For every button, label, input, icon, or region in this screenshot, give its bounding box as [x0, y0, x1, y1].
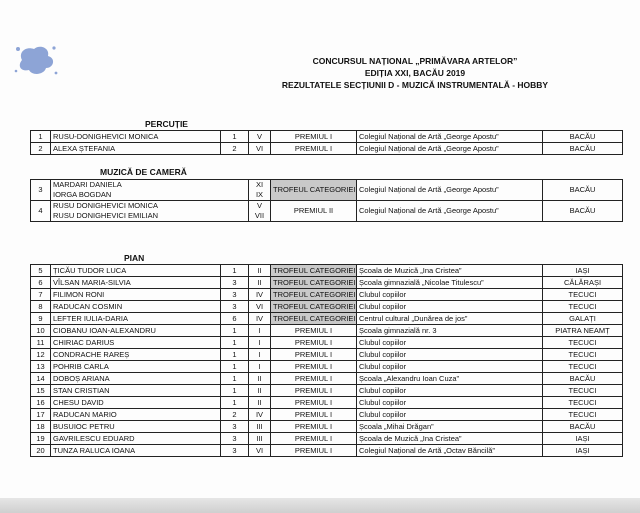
- category-cell: 1: [221, 373, 249, 385]
- category-cell: 6: [221, 313, 249, 325]
- category-cell: 1: [221, 361, 249, 373]
- row-number: 9: [31, 313, 51, 325]
- row-number: 16: [31, 397, 51, 409]
- city-cell: TECUCI: [543, 301, 623, 313]
- city-cell: TECUCI: [543, 361, 623, 373]
- participant-name: GAVRILESCU EDUARD: [51, 433, 221, 445]
- school-cell: Clubul copiilor: [357, 397, 543, 409]
- class-cell: VI: [249, 445, 271, 457]
- class-cell: IV: [249, 409, 271, 421]
- table-pian: [30, 264, 623, 457]
- class-cell: I: [249, 325, 271, 337]
- class-cell: IV: [249, 289, 271, 301]
- participant-name: RUSU DONIGHEVICI EMILIAN: [53, 211, 159, 220]
- prize-cell: PREMIUL I: [271, 349, 357, 361]
- school-cell: Clubul copiilor: [357, 385, 543, 397]
- city-cell: CĂLĂRAȘI: [543, 277, 623, 289]
- participant-name: STAN CRISTIAN: [51, 385, 221, 397]
- category-cell: 1: [221, 349, 249, 361]
- category-cell: 3: [221, 445, 249, 457]
- header-line-3: REZULTATELE SECȚIUNII D - MUZICĂ INSTRUMENTALĂ - HOBBY: [281, 80, 549, 90]
- table-row: [31, 201, 623, 222]
- row-number: 2: [31, 143, 51, 155]
- class-value: V: [256, 201, 262, 210]
- class-cell: III: [249, 421, 271, 433]
- participant-names: [51, 201, 249, 222]
- participant-name: RUSU DONIGHEVICI MONICA: [53, 201, 159, 210]
- table-row: [31, 433, 623, 445]
- row-number: 19: [31, 433, 51, 445]
- participant-name: ALEXA ȘTEFANIA: [51, 143, 221, 155]
- category-cell: 3: [221, 421, 249, 433]
- class-cell: V: [249, 131, 271, 143]
- school-cell: Colegiul Național de Artă „George Apostu”: [357, 201, 543, 222]
- row-number: 10: [31, 325, 51, 337]
- header-line-1: CONCURSUL NAȚIONAL „PRIMĂVARA ARTELOR”: [312, 56, 518, 66]
- participant-name: CONDRACHE RAREȘ: [51, 349, 221, 361]
- class-cell: II: [249, 277, 271, 289]
- participant-name: RUSU-DONIGHEVICI MONICA: [51, 131, 221, 143]
- city-cell: PIATRA NEAMȚ: [543, 325, 623, 337]
- class-cell: II: [249, 265, 271, 277]
- table-row: [31, 325, 623, 337]
- participant-name: CHESU DAVID: [51, 397, 221, 409]
- table-row: [31, 421, 623, 433]
- table-percutie: [30, 130, 623, 155]
- participant-name: BUSUIOC PETRU: [51, 421, 221, 433]
- category-cell: 1: [221, 397, 249, 409]
- row-number: 6: [31, 277, 51, 289]
- table-camera: [30, 179, 623, 222]
- school-cell: Școala gimnazială nr. 3: [357, 325, 543, 337]
- class-value: IX: [255, 190, 264, 199]
- table-row: [31, 397, 623, 409]
- row-number: 8: [31, 301, 51, 313]
- prize-cell: PREMIUL II: [271, 201, 357, 222]
- participant-name: CHIRIAC DARIUS: [51, 337, 221, 349]
- class-cell: III: [249, 433, 271, 445]
- row-number: 1: [31, 131, 51, 143]
- participant-names: [51, 180, 249, 201]
- prize-cell: PREMIUL I: [271, 409, 357, 421]
- school-cell: Colegiul Național de Artă „George Apostu”: [357, 131, 543, 143]
- prize-cell: PREMIUL I: [271, 361, 357, 373]
- table-row: [31, 361, 623, 373]
- city-cell: BACĂU: [543, 201, 623, 222]
- prize-cell: PREMIUL I: [271, 385, 357, 397]
- table-row: [31, 385, 623, 397]
- class-cell: VI: [249, 143, 271, 155]
- class-cell: II: [249, 373, 271, 385]
- school-cell: Școala „Mihai Drăgan”: [357, 421, 543, 433]
- class-cell: VI: [249, 301, 271, 313]
- row-number: 7: [31, 289, 51, 301]
- city-cell: TECUCI: [543, 337, 623, 349]
- school-cell: Centrul cultural „Dunărea de jos”: [357, 313, 543, 325]
- class-cell: [249, 201, 271, 222]
- participant-name: FILIMON RONI: [51, 289, 221, 301]
- table-row: [31, 409, 623, 421]
- prize-cell: PREMIUL I: [271, 337, 357, 349]
- participant-name: RADUCAN MARIO: [51, 409, 221, 421]
- prize-cell: PREMIUL I: [271, 143, 357, 155]
- table-row: [31, 180, 623, 201]
- section-title-pian: PIAN: [124, 253, 145, 263]
- document-header: [280, 55, 550, 91]
- table-row: [31, 445, 623, 457]
- prize-cell: PREMIUL I: [271, 445, 357, 457]
- section-title-camera: MUZICĂ DE CAMERĂ: [100, 167, 187, 177]
- category-cell: 1: [221, 385, 249, 397]
- table-row: [31, 289, 623, 301]
- city-cell: IAȘI: [543, 265, 623, 277]
- table-row: [31, 277, 623, 289]
- participant-name: TUNZA RALUCA IOANA: [51, 445, 221, 457]
- row-number: 4: [31, 201, 51, 222]
- prize-cell: PREMIUL I: [271, 131, 357, 143]
- category-cell: 2: [221, 143, 249, 155]
- row-number: 13: [31, 361, 51, 373]
- prize-cell: TROFEUL CATEGORIEI: [271, 265, 357, 277]
- prize-cell: TROFEUL CATEGORIEI: [271, 277, 357, 289]
- school-cell: Clubul copiilor: [357, 361, 543, 373]
- participant-name: IORGA BOGDAN: [53, 190, 112, 199]
- prize-cell: PREMIUL I: [271, 373, 357, 385]
- class-cell: I: [249, 337, 271, 349]
- prize-cell: PREMIUL I: [271, 397, 357, 409]
- school-cell: Școala „Alexandru Ioan Cuza”: [357, 373, 543, 385]
- table-row: [31, 131, 623, 143]
- category-cell: 3: [221, 277, 249, 289]
- prize-cell: PREMIUL I: [271, 433, 357, 445]
- participant-name: LEFTER IULIA-DARIA: [51, 313, 221, 325]
- row-number: 3: [31, 180, 51, 201]
- category-cell: 1: [221, 265, 249, 277]
- participant-name: CIOBANU IOAN-ALEXANDRU: [51, 325, 221, 337]
- class-cell: II: [249, 397, 271, 409]
- page-edge: [0, 498, 640, 513]
- participant-name: DOBOȘ ARIANA: [51, 373, 221, 385]
- class-cell: I: [249, 361, 271, 373]
- city-cell: TECUCI: [543, 349, 623, 361]
- category-cell: 2: [221, 409, 249, 421]
- prize-cell: TROFEUL CATEGORIEI: [271, 301, 357, 313]
- city-cell: GALAȚI: [543, 313, 623, 325]
- city-cell: BACĂU: [543, 373, 623, 385]
- city-cell: IAȘI: [543, 433, 623, 445]
- school-cell: Colegiul Național de Artă „George Apostu”: [357, 180, 543, 201]
- school-cell: Colegiul Național de Artă „George Apostu”: [357, 143, 543, 155]
- city-cell: BACĂU: [543, 421, 623, 433]
- prize-cell: PREMIUL I: [271, 421, 357, 433]
- participant-name: ȚICĂU TUDOR LUCA: [51, 265, 221, 277]
- class-value: XI: [255, 180, 264, 189]
- category-cell: 3: [221, 433, 249, 445]
- city-cell: BACĂU: [543, 180, 623, 201]
- participant-name: RADUCAN COSMIN: [51, 301, 221, 313]
- row-number: 18: [31, 421, 51, 433]
- table-row: [31, 301, 623, 313]
- city-cell: IAȘI: [543, 445, 623, 457]
- prize-cell: TROFEUL CATEGORIEI: [271, 289, 357, 301]
- class-cell: IV: [249, 313, 271, 325]
- category-cell: 1: [221, 131, 249, 143]
- row-number: 12: [31, 349, 51, 361]
- class-cell: [249, 180, 271, 201]
- school-cell: Clubul copiilor: [357, 349, 543, 361]
- row-number: 11: [31, 337, 51, 349]
- city-cell: TECUCI: [543, 289, 623, 301]
- section-title-percutie: PERCUȚIE: [145, 119, 188, 129]
- city-cell: TECUCI: [543, 409, 623, 421]
- class-value: VII: [254, 211, 265, 220]
- header-line-2: EDIȚIA XXI, BACĂU 2019: [364, 68, 466, 78]
- prize-cell: PREMIUL I: [271, 325, 357, 337]
- row-number: 20: [31, 445, 51, 457]
- category-cell: 1: [221, 337, 249, 349]
- school-cell: Școala de Muzică „Ina Cristea”: [357, 265, 543, 277]
- row-number: 5: [31, 265, 51, 277]
- table-row: [31, 313, 623, 325]
- table-row: [31, 337, 623, 349]
- participant-name: POHRIB CARLA: [51, 361, 221, 373]
- school-cell: Școala de Muzică „Ina Cristea”: [357, 433, 543, 445]
- paint-splash-logo: [12, 40, 60, 80]
- category-cell: 3: [221, 301, 249, 313]
- prize-cell: TROFEUL CATEGORIEI: [271, 180, 357, 201]
- city-cell: BACĂU: [543, 131, 623, 143]
- category-cell: 1: [221, 325, 249, 337]
- table-row: [31, 349, 623, 361]
- school-cell: Clubul copiilor: [357, 337, 543, 349]
- prize-cell: TROFEUL CATEGORIEI: [271, 313, 357, 325]
- table-row: [31, 143, 623, 155]
- school-cell: Colegiul Național de Artă „Octav Băncilă”: [357, 445, 543, 457]
- row-number: 15: [31, 385, 51, 397]
- row-number: 14: [31, 373, 51, 385]
- school-cell: Școala gimnazială „Nicolae Titulescu”: [357, 277, 543, 289]
- school-cell: Clubul copiilor: [357, 289, 543, 301]
- school-cell: Clubul copiilor: [357, 301, 543, 313]
- participant-name: VÎLSAN MARIA-SILVIA: [51, 277, 221, 289]
- class-cell: II: [249, 385, 271, 397]
- city-cell: BACĂU: [543, 143, 623, 155]
- table-row: [31, 373, 623, 385]
- participant-name: MARDARI DANIELA: [53, 180, 122, 189]
- category-cell: 3: [221, 289, 249, 301]
- class-cell: I: [249, 349, 271, 361]
- city-cell: TECUCI: [543, 385, 623, 397]
- row-number: 17: [31, 409, 51, 421]
- city-cell: TECUCI: [543, 397, 623, 409]
- table-row: [31, 265, 623, 277]
- school-cell: Clubul copiilor: [357, 409, 543, 421]
